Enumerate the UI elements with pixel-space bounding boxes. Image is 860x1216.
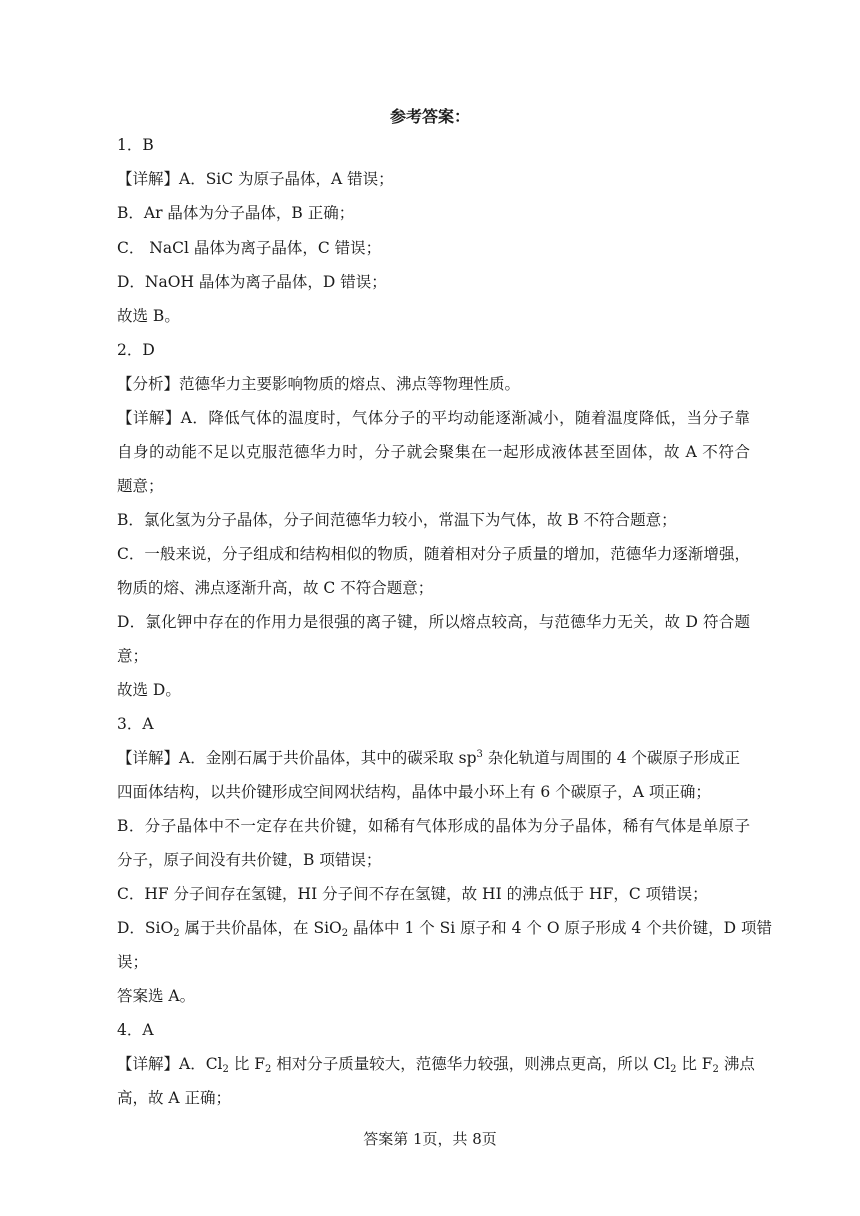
page-footer: 答案第 1页，共 8页 [363,1130,497,1148]
q2-analysis: 【分析】范德华力主要影响物质的熔点、沸点等物理性质。 [117,375,521,393]
q1-detail-c: C． NaCl 晶体为离子晶体，C 错误； [117,239,382,257]
q4-detail-a-line1 [117,1053,755,1075]
q4-a1-text-5: 沸点 [718,1055,755,1073]
page-title: 参考答案： [389,107,470,126]
q3-a1-text: 【详解】A．金刚石属于共价晶体，其中的碳采取 sp [117,749,477,767]
q4-a1-sub-4: 2 [712,1064,719,1075]
q4-a1-sub: 2 [222,1064,229,1075]
q3-a1-text-rest: 杂化轨道与周围的 4 个碳原子形成正 [482,749,741,767]
q1-answer: 1．B [117,136,154,154]
q2-answer: 2．D [117,341,155,359]
q3-d1-text-3: 晶体中 1 个 Si 原子和 4 个 O 原子形成 4 个共价键，D 项错 [348,919,773,937]
q2-detail-d-line2: 意； [117,647,149,665]
q2-detail-a-line1: 【详解】A．降低气体的温度时，气体分子的平均动能逐渐减小，随着温度降低，当分子靠 [117,409,750,427]
q1-detail-d: D．NaOH 晶体为离子晶体，D 错误； [117,273,387,291]
q4-detail-a-line2: 高，故 A 正确； [117,1089,232,1107]
q3-d1-text-2: 属于共价晶体，在 SiO [179,919,342,937]
q4-a1-text-2: 比 F [228,1055,265,1073]
q3-a1-sup: 3 [476,749,483,760]
q3-detail-a-line2: 四面体结构，以共价键形成空间网状结构，晶体中最小环上有 6 个碳原子，A 项正确； [117,783,711,801]
q2-detail-b: B．氯化氢为分子晶体，分子间范德华力较小，常温下为气体，故 B 不符合题意； [117,511,677,529]
q2-conclusion: 故选 D。 [117,681,181,699]
q1-detail-b: B．Ar 晶体为分子晶体，B 正确； [117,204,355,222]
q4-a1-text: 【详解】A．Cl [117,1055,223,1073]
q4-answer: 4．A [117,1021,154,1039]
q1-detail-a: 【详解】A．SiC 为原子晶体，A 错误； [117,170,394,188]
q4-a1-text-3: 相对分子质量较大，范德华力较强，则沸点更高，所以 Cl [271,1055,671,1073]
q3-answer: 3．A [117,715,154,733]
q2-detail-a-line2: 自身的动能不足以克服范德华力时，分子就会聚集在一起形成液体甚至固体，故 A 不符合 [117,443,750,461]
q3-d1-sub: 2 [173,928,180,939]
q3-detail-b-line2: 分子，原子间没有共价键，B 项错误； [117,851,382,869]
q3-detail-a-line1 [117,747,750,769]
q4-a1-sub-3: 2 [670,1064,677,1075]
q3-detail-d-line1 [117,917,773,939]
q3-conclusion: 答案选 A。 [117,987,196,1005]
q4-a1-text-4: 比 F [676,1055,713,1073]
q3-detail-c: C．HF 分子间存在氢键，HI 分子间不存在氢键，故 HI 的沸点低于 HF，C 项错误； [117,885,708,903]
q2-detail-a-line3: 题意； [117,477,164,495]
q4-a1-sub-2: 2 [265,1064,272,1075]
q3-d1-text: D．SiO [117,919,174,937]
q2-detail-c-line1: C．一般来说，分子组成和结构相似的物质，随着相对分子质量的增加，范德华力逐渐增强， [117,545,750,563]
q1-conclusion: 故选 B。 [117,307,180,325]
q3-detail-b-line1: B．分子晶体中不一定存在共价键，如稀有气体形成的晶体为分子晶体，稀有气体是单原子 [117,817,750,835]
q3-d1-sub-2: 2 [341,928,349,939]
q2-detail-c-line2: 物质的熔、沸点逐渐升高，故 C 不符合题意； [117,579,434,597]
q3-detail-d-line2: 误； [117,953,149,971]
q2-detail-d-line1: D．氯化钾中存在的作用力是很强的离子键，所以熔点较高，与范德华力无关，故 D 符合题 [117,613,750,631]
